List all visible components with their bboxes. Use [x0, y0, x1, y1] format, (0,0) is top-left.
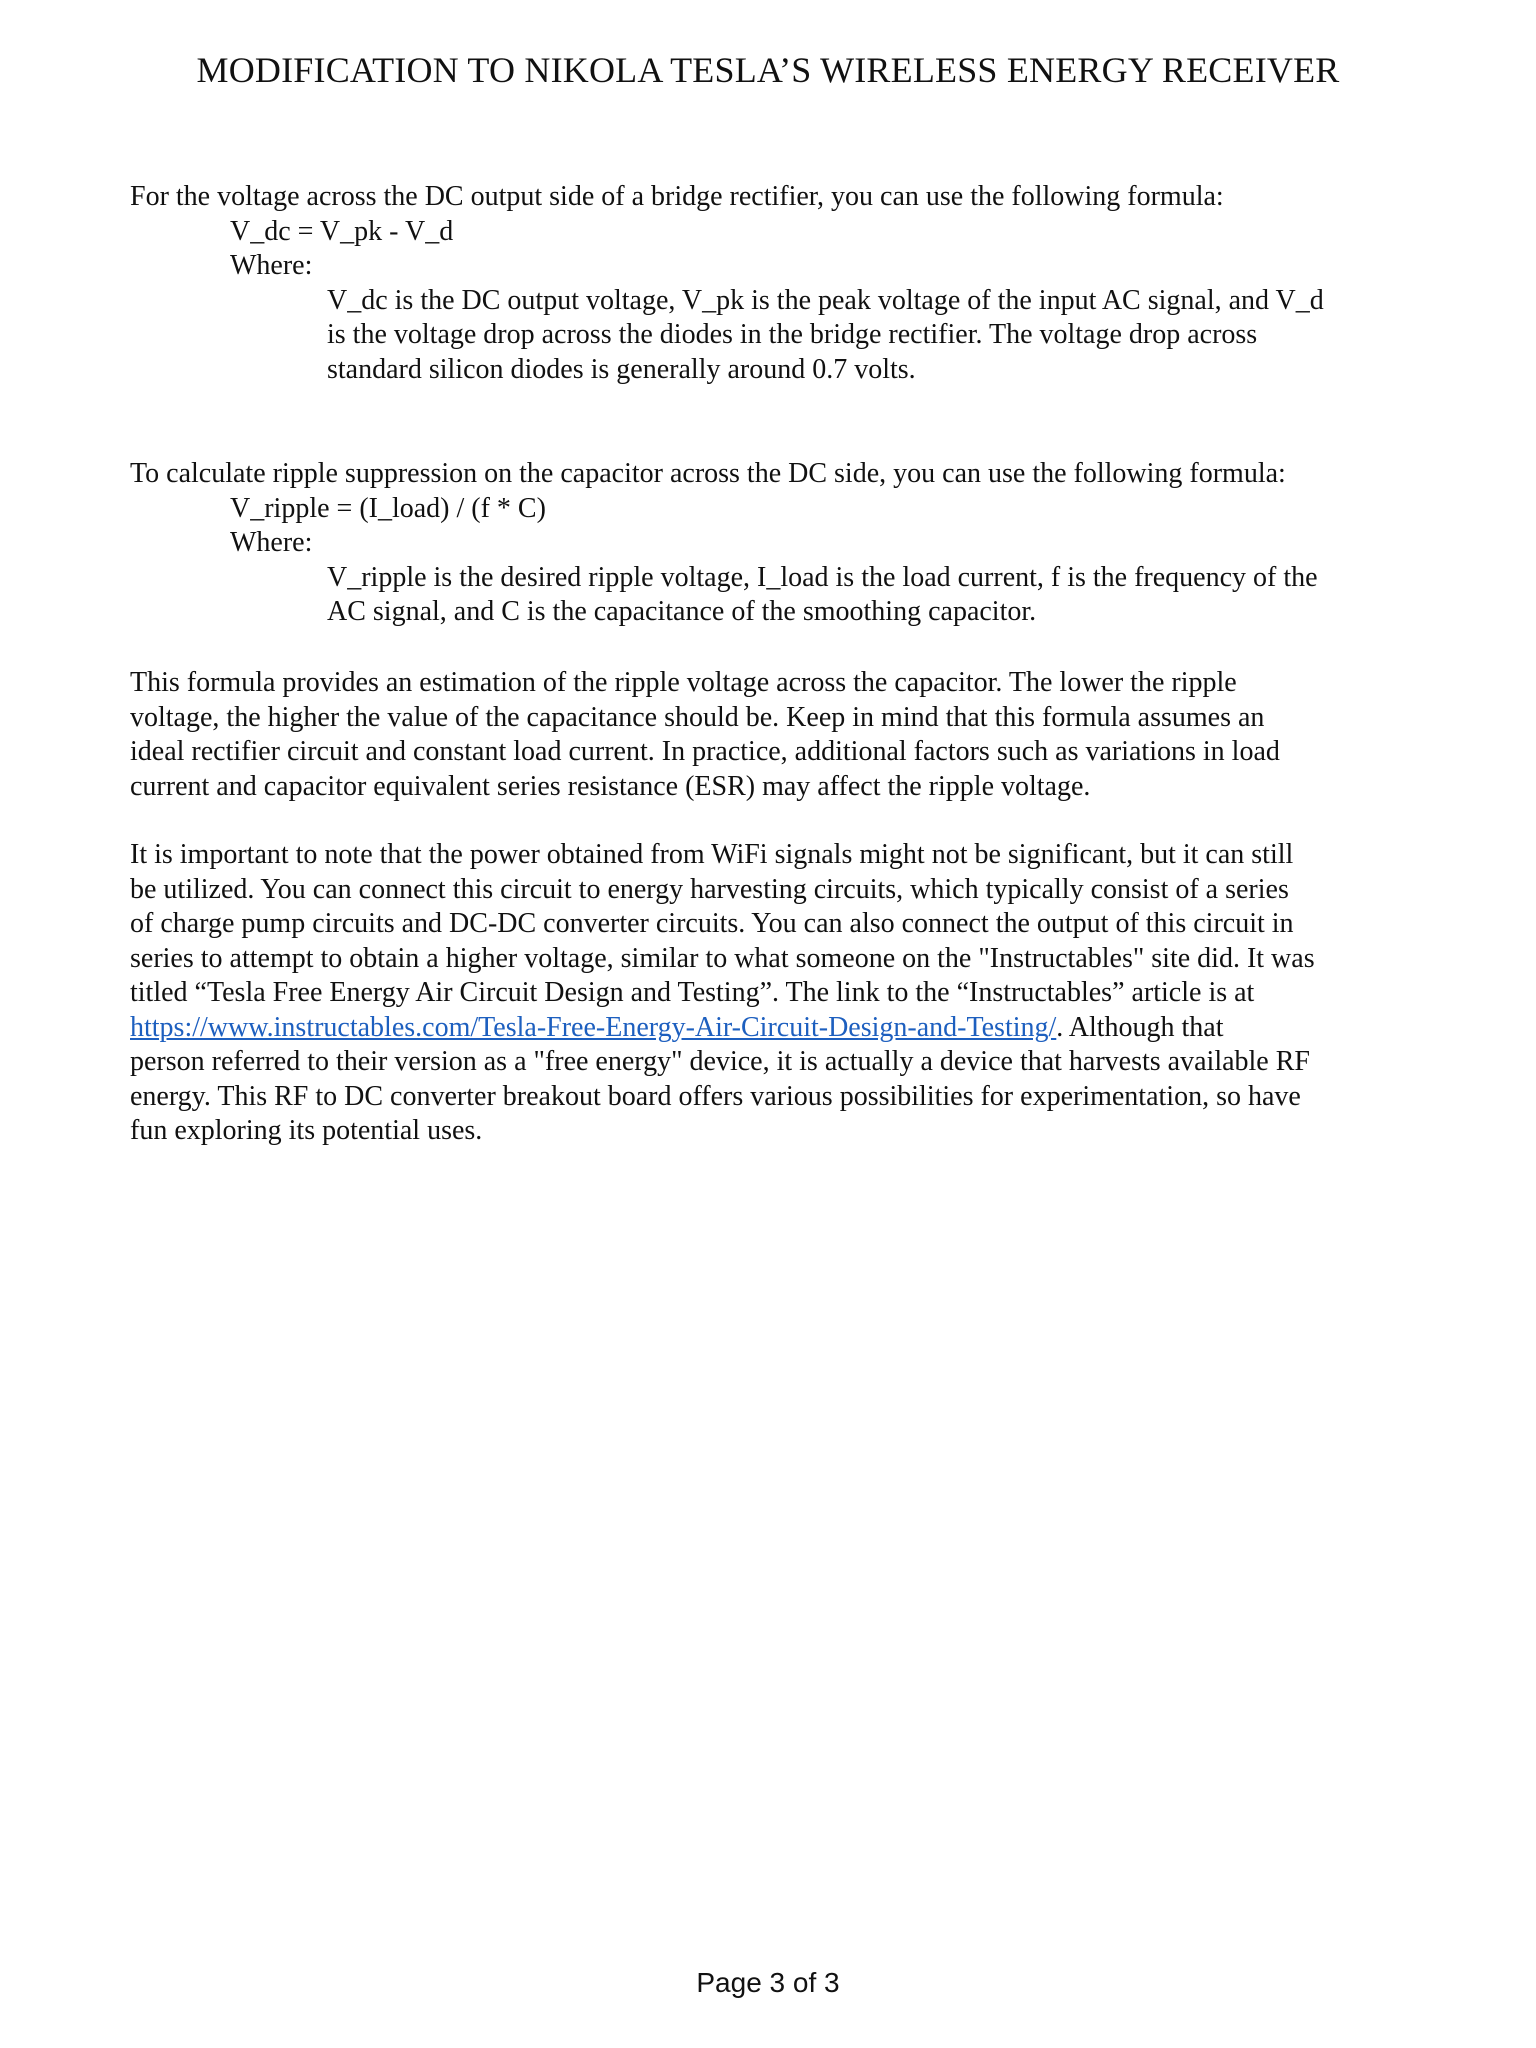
- paragraph2-line-9: fun exploring its potential uses.: [130, 1115, 483, 1146]
- paragraph2-line-3: of charge pump circuits and DC-DC converter circuits. You can also connect the output of this circuit in: [130, 908, 1294, 939]
- paragraph1-line-4: current and capacitor equivalent series resistance (ESR) may affect the ripple voltage.: [130, 770, 1091, 802]
- section1-explanation-line-1: V_dc is the DC output voltage, V_pk is the peak voltage of the input AC signal, and V_d: [327, 284, 1324, 316]
- paragraph1-line-2: voltage, the higher the value of the capacitance should be. Keep in mind that this formula assumes an: [130, 701, 1265, 733]
- paragraph2-line-2: be utilized. You can connect this circuit to energy harvesting circuits, which typically consist of a series: [130, 873, 1289, 905]
- paragraph1-line-3: ideal rectifier circuit and constant load current. In practice, additional factors such as variations in load: [130, 736, 1280, 767]
- document-title: MODIFICATION TO NIKOLA TESLA’S WIRELESS ENERGY RECEIVER: [196, 50, 1340, 90]
- paragraph2-after-link-text: . Although that: [1056, 1011, 1224, 1043]
- paragraph1-line-1: This formula provides an estimation of the ripple voltage across the capacitor. The lower the ripple: [130, 667, 1237, 698]
- section1-explanation-line-2: is the voltage drop across the diodes in the bridge rectifier. The voltage drop across: [327, 319, 1258, 350]
- paragraph2-line-1: It is important to note that the power obtained from WiFi signals might not be significant, but it can still: [130, 839, 1294, 870]
- paragraph-wifi-harvesting: [130, 838, 1410, 1149]
- page-number: Page 3 of 3: [696, 1967, 840, 1998]
- paragraph-ripple-estimation: [130, 666, 1410, 804]
- paragraph2-line-8: energy. This RF to DC converter breakout board offers various possibilities for experimentation, so have: [130, 1080, 1301, 1112]
- section1-intro: For the voltage across the DC output side of a bridge rectifier, you can use the following formula:: [130, 181, 1224, 212]
- section2-where-label: Where:: [230, 527, 313, 558]
- section2-formula: V_ripple = (I_load) / (f * C): [230, 492, 546, 524]
- paragraph2-line-4: series to attempt to obtain a higher voltage, similar to what someone on the "Instructables" site did. It was: [130, 942, 1315, 974]
- section2-intro: To calculate ripple suppression on the capacitor across the DC side, you can use the following formula:: [130, 458, 1286, 489]
- paragraph2-line-5: titled “Tesla Free Energy Air Circuit Design and Testing”. The link to the “Instructables” article is at: [130, 977, 1255, 1008]
- instructables-article-link[interactable]: https://www.instructables.com/Tesla-Free-Energy-Air-Circuit-Design-and-Testing/: [130, 1011, 1057, 1043]
- section1-explanation-line-3: standard silicon diodes is generally around 0.7 volts.: [327, 353, 916, 385]
- section2-explanation-line-2: AC signal, and C is the capacitance of the smoothing capacitor.: [327, 596, 1037, 627]
- paragraph2-link-line: [130, 1011, 1410, 1046]
- section2-explanation-line-1: V_ripple is the desired ripple voltage, I_load is the load current, f is the frequency of the: [327, 561, 1318, 593]
- paragraph2-line-7: person referred to their version as a "free energy" device, it is actually a device that harvests available RF: [130, 1046, 1310, 1077]
- section1-where-label: Where:: [230, 250, 313, 281]
- section-ripple-suppression: [130, 457, 1410, 630]
- section1-formula: V_dc = V_pk - V_d: [230, 215, 454, 247]
- section-bridge-rectifier: [130, 180, 1410, 387]
